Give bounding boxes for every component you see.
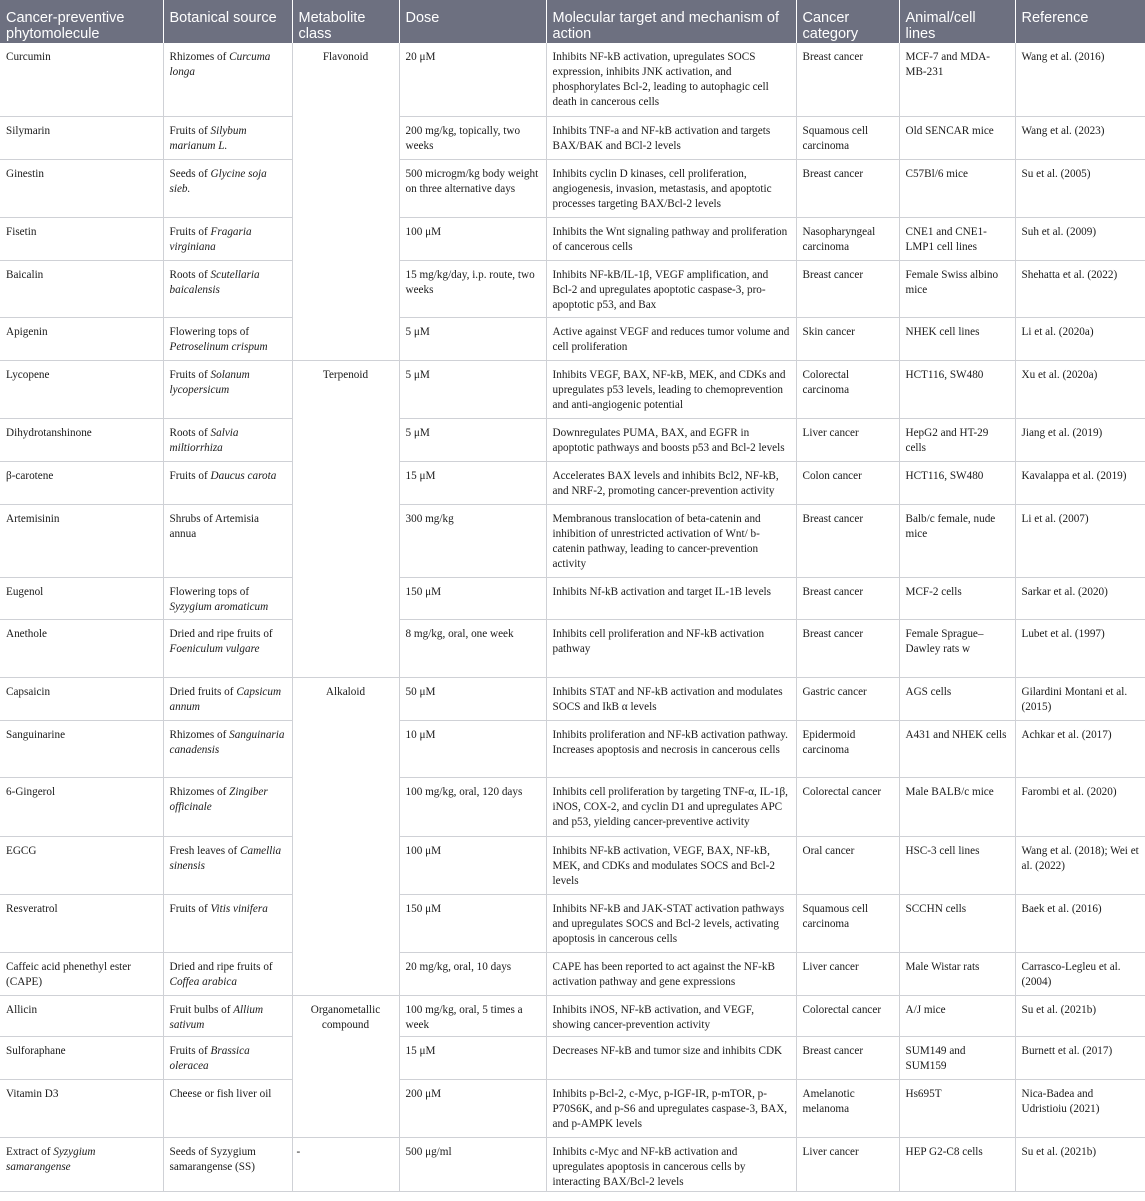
cell-cancer-category: Skin cancer <box>796 317 899 360</box>
cell-cell-lines: Female Sprague–Dawley rats w <box>899 619 1015 677</box>
cell-mechanism: Inhibits VEGF, BAX, NF-kB, MEK, and CDKs and upregulates p53 levels, leading to chemoprevention and anti-angiogenic potential <box>546 360 796 418</box>
cell-cell-lines: HEP G2-C8 cells <box>899 1137 1015 1191</box>
cell-phytomolecule: Dihydrotanshinone <box>0 418 163 461</box>
cell-cell-lines: Male BALB/c mice <box>899 777 1015 836</box>
cell-cell-lines: C57Bl/6 mice <box>899 159 1015 217</box>
table-row <box>0 159 1145 217</box>
cell-phytomolecule: Sanguinarine <box>0 720 163 777</box>
header-cancer-category: Cancer category <box>796 0 899 43</box>
cell-dose: 15 mg/kg/day, i.p. route, two weeks <box>399 260 546 317</box>
table-row <box>0 1137 1145 1191</box>
cell-mechanism: CAPE has been reported to act against the NF-kB activation pathway and gene expressions <box>546 952 796 995</box>
cell-cell-lines: HCT116, SW480 <box>899 360 1015 418</box>
cell-phytomolecule: EGCG <box>0 836 163 894</box>
cell-cell-lines: MCF-7 and MDA-MB-231 <box>899 43 1015 116</box>
cell-dose: 5 μM <box>399 418 546 461</box>
cell-cancer-category: Liver cancer <box>796 1137 899 1191</box>
cell-reference: Farombi et al. (2020) <box>1015 777 1145 836</box>
cell-dose: 5 μM <box>399 360 546 418</box>
cell-dose: 5 μM <box>399 317 546 360</box>
cell-reference: Li et al. (2007) <box>1015 504 1145 577</box>
cell-dose: 150 μM <box>399 577 546 619</box>
table-row <box>0 1036 1145 1079</box>
cell-cancer-category: Oral cancer <box>796 836 899 894</box>
cell-cancer-category: Breast cancer <box>796 1036 899 1079</box>
cell-reference: Suh et al. (2009) <box>1015 217 1145 260</box>
cell-dose: 150 μM <box>399 894 546 952</box>
cell-cell-lines: Hs695T <box>899 1079 1015 1137</box>
cell-reference: Jiang et al. (2019) <box>1015 418 1145 461</box>
cell-dose: 300 mg/kg <box>399 504 546 577</box>
cell-dose: 100 mg/kg, oral, 120 days <box>399 777 546 836</box>
cell-mechanism: Accelerates BAX levels and inhibits Bcl2, NF-kB, and NRF-2, promoting cancer-prevention activity <box>546 461 796 504</box>
table-row <box>0 360 1145 418</box>
cell-cancer-category: Colorectal carcinoma <box>796 360 899 418</box>
cell-mechanism: Inhibits cell proliferation and NF-kB activation pathway <box>546 619 796 677</box>
cell-cancer-category: Breast cancer <box>796 504 899 577</box>
cell-phytomolecule: Caffeic acid phenethyl ester (CAPE) <box>0 952 163 995</box>
cell-botanical-source: Fruit bulbs of Allium sativum <box>163 995 292 1036</box>
cell-reference: Burnett et al. (2017) <box>1015 1036 1145 1079</box>
cell-mechanism: Active against VEGF and reduces tumor volume and cell proliferation <box>546 317 796 360</box>
cell-botanical-source: Fruits of Silybum marianum L. <box>163 116 292 159</box>
cell-cancer-category: Squamous cell carcinoma <box>796 116 899 159</box>
table-row <box>0 836 1145 894</box>
cell-phytomolecule: Curcumin <box>6 51 51 63</box>
cell-dose: 20 μM <box>399 43 546 116</box>
cell-cancer-category: Colorectal cancer <box>796 995 899 1036</box>
cell-mechanism: Inhibits p-Bcl-2, c-Myc, p-IGF-IR, p-mTOR, p-P70S6K, and p-S6 and upregulates caspase-3, BAX, and p-AMPK levels <box>546 1079 796 1137</box>
cell-reference: Gilardini Montani et al. (2015) <box>1015 677 1145 720</box>
cell-dose: 200 μM <box>399 1079 546 1137</box>
cell-cancer-category: Nasopharyngeal carcinoma <box>796 217 899 260</box>
table-row <box>0 720 1145 777</box>
table-row <box>0 43 1145 116</box>
cell-mechanism: Inhibits NF-kB activation, upregulates SOCS expression, inhibits JNK activation, and phosphorylates Bcl-2, leading to autophagic cell death in cancerous cells <box>546 43 796 116</box>
table-row <box>0 577 1145 619</box>
cell-cancer-category: Amelanotic melanoma <box>796 1079 899 1137</box>
cell-phytomolecule: Lycopene <box>0 360 163 418</box>
cell-dose: 8 mg/kg, oral, one week <box>399 619 546 677</box>
cell-botanical-source: Roots of Scutellaria baicalensis <box>163 260 292 317</box>
header-metabolite-class: Metabolite class <box>292 0 399 43</box>
cell-reference: Nica-Badea and Udristioiu (2021) <box>1015 1079 1145 1137</box>
cell-reference: Wang et al. (2016) <box>1015 43 1145 116</box>
table-row <box>0 619 1145 677</box>
cell-phytomolecule: Eugenol <box>0 577 163 619</box>
cell-reference: Su et al. (2005) <box>1015 159 1145 217</box>
cell-mechanism: Inhibits NF-kB/IL-1β, VEGF amplification, and Bcl-2 and upregulates apoptotic caspase-3, pro-apoptotic p53, and Bax <box>546 260 796 317</box>
cell-dose: 200 mg/kg, topically, two weeks <box>399 116 546 159</box>
cell-botanical-source: Flowering tops of Petroselinum crispum <box>163 317 292 360</box>
cell-cell-lines: Old SENCAR mice <box>899 116 1015 159</box>
cell-cell-lines: HepG2 and HT-29 cells <box>899 418 1015 461</box>
cell-cancer-category: Breast cancer <box>796 577 899 619</box>
cell-mechanism: Inhibits NF-kB activation, VEGF, BAX, NF-kB, MEK, and CDKs and modulates SOCS and Bcl-2 levels <box>546 836 796 894</box>
cell-mechanism: Inhibits cell proliferation by targeting TNF-α, IL-1β, iNOS, COX-2, and cyclin D1 and upregulates APC and p53, yielding cancer-preventive activity <box>546 777 796 836</box>
cell-botanical-source: Fruits of Daucus carota <box>163 461 292 504</box>
cell-mechanism: Inhibits cyclin D kinases, cell proliferation, angiogenesis, invasion, metastasis, and apoptotic processes targeting BAX/Bcl-2 levels <box>546 159 796 217</box>
cell-metabolite-class: Alkaloid <box>292 677 399 995</box>
cell-dose: 100 μM <box>399 217 546 260</box>
cell-reference: Shehatta et al. (2022) <box>1015 260 1145 317</box>
cell-botanical-source: Shrubs of Artemisia annua <box>163 504 292 577</box>
cell-dose: 20 mg/kg, oral, 10 days <box>399 952 546 995</box>
cell-cancer-category: Breast cancer <box>796 43 899 116</box>
cell-botanical-source: Rhizomes of Curcuma longa <box>163 43 292 116</box>
cell-mechanism: Decreases NF-kB and tumor size and inhibits CDK <box>546 1036 796 1079</box>
cell-mechanism: Inhibits iNOS, NF-kB activation, and VEGF, showing cancer-prevention activity <box>546 995 796 1036</box>
cell-phytomolecule: Artemisinin <box>0 504 163 577</box>
cell-cell-lines: A/J mice <box>899 995 1015 1036</box>
cell-cancer-category: Breast cancer <box>796 619 899 677</box>
cell-dose: 100 μM <box>399 836 546 894</box>
cell-botanical-source: Fresh leaves of Camellia sinensis <box>163 836 292 894</box>
cell-reference: Wang et al. (2018); Wei et al. (2022) <box>1015 836 1145 894</box>
header-dose: Dose <box>399 0 546 43</box>
cell-mechanism: Inhibits STAT and NF-kB activation and modulates SOCS and IkB α levels <box>546 677 796 720</box>
cell-mechanism: Inhibits TNF-a and NF-kB activation and targets BAX/BAK and BCl-2 levels <box>546 116 796 159</box>
cell-metabolite-class: Terpenoid <box>292 360 399 677</box>
table-row <box>0 677 1145 720</box>
table-row <box>0 995 1145 1036</box>
cell-phytomolecule: Extract of Syzygium samarangense <box>0 1137 163 1191</box>
cell-cell-lines: A431 and NHEK cells <box>899 720 1015 777</box>
cell-reference: Xu et al. (2020a) <box>1015 360 1145 418</box>
cell-cancer-category: Gastric cancer <box>796 677 899 720</box>
table-row <box>0 777 1145 836</box>
cell-mechanism: Inhibits proliferation and NF-kB activation pathway. Increases apoptosis and necrosis in cancerous cells <box>546 720 796 777</box>
cell-phytomolecule: Silymarin <box>0 116 163 159</box>
header-botanical-source: Botanical source <box>163 0 292 43</box>
cell-phytomolecule: Anethole <box>0 619 163 677</box>
cell-cell-lines: HCT116, SW480 <box>899 461 1015 504</box>
cell-cancer-category: Breast cancer <box>796 159 899 217</box>
cell-reference: Lubet et al. (1997) <box>1015 619 1145 677</box>
header-reference: Reference <box>1015 0 1145 43</box>
cell-botanical-source: Dried fruits of Capsicum annum <box>163 677 292 720</box>
cell-mechanism: Inhibits Nf-kB activation and target IL-1B levels <box>546 577 796 619</box>
table-row <box>0 260 1145 317</box>
cell-botanical-source: Fruits of Brassica oleracea <box>163 1036 292 1079</box>
cell-phytomolecule: Allicin <box>0 995 163 1036</box>
table-row <box>0 504 1145 577</box>
table-row <box>0 952 1145 995</box>
cell-cancer-category: Colorectal cancer <box>796 777 899 836</box>
cell-reference: Su et al. (2021b) <box>1015 995 1145 1036</box>
cell-cancer-category: Liver cancer <box>796 952 899 995</box>
table-row <box>0 217 1145 260</box>
cell-botanical-source: Seeds of Syzygium samarangense (SS) <box>163 1137 292 1191</box>
cell-cell-lines: AGS cells <box>899 677 1015 720</box>
cell-reference: Su et al. (2021b) <box>1015 1137 1145 1191</box>
cell-reference: Li et al. (2020a) <box>1015 317 1145 360</box>
cell-dose: 15 μM <box>399 461 546 504</box>
cell-cancer-category: Epidermoid carcinoma <box>796 720 899 777</box>
cell-botanical-source: Dried and ripe fruits of Foeniculum vulgare <box>163 619 292 677</box>
cell-reference: Sarkar et al. (2020) <box>1015 577 1145 619</box>
table-row <box>0 116 1145 159</box>
header-cell-lines: Animal/cell lines <box>899 0 1015 43</box>
cell-phytomolecule: Vitamin D3 <box>0 1079 163 1137</box>
cell-cancer-category: Squamous cell carcinoma <box>796 894 899 952</box>
cell-cell-lines: NHEK cell lines <box>899 317 1015 360</box>
table-row <box>0 317 1145 360</box>
cell-reference: Wang et al. (2023) <box>1015 116 1145 159</box>
cell-phytomolecule: Resveratrol <box>0 894 163 952</box>
cell-cell-lines: Balb/c female, nude mice <box>899 504 1015 577</box>
cell-metabolite-class: Organometallic compound <box>292 995 399 1137</box>
cell-phytomolecule: Sulforaphane <box>0 1036 163 1079</box>
cell-cancer-category: Liver cancer <box>796 418 899 461</box>
cell-cell-lines: MCF-2 cells <box>899 577 1015 619</box>
cell-phytomolecule: β-carotene <box>0 461 163 504</box>
cell-botanical-source: Flowering tops of Syzygium aromaticum <box>163 577 292 619</box>
cell-phytomolecule: Ginestin <box>0 159 163 217</box>
cell-reference: Kavalappa et al. (2019) <box>1015 461 1145 504</box>
header-mechanism: Molecular target and mechanism of action <box>546 0 796 43</box>
cell-botanical-source: Fruits of Fragaria virginiana <box>163 217 292 260</box>
cell-phytomolecule: Apigenin <box>0 317 163 360</box>
cell-phytomolecule: Baicalin <box>0 260 163 317</box>
header-row <box>0 0 1145 43</box>
cell-dose: 100 mg/kg, oral, 5 times a week <box>399 995 546 1036</box>
cell-reference: Achkar et al. (2017) <box>1015 720 1145 777</box>
cell-dose: 500 μg/ml <box>399 1137 546 1191</box>
cell-cell-lines: CNE1 and CNE1-LMP1 cell lines <box>899 217 1015 260</box>
cell-botanical-source: Fruits of Vitis vinifera <box>163 894 292 952</box>
cell-cell-lines: SUM149 and SUM159 <box>899 1036 1015 1079</box>
header-phytomolecule: Cancer-preventive phytomolecule <box>0 0 163 43</box>
cell-botanical-source: Seeds of Glycine soja sieb. <box>163 159 292 217</box>
table-row <box>0 894 1145 952</box>
cell-botanical-source: Roots of Salvia miltiorrhiza <box>163 418 292 461</box>
cell-botanical-source: Rhizomes of Sanguinaria canadensis <box>163 720 292 777</box>
table-row <box>0 418 1145 461</box>
cell-dose: 15 μM <box>399 1036 546 1079</box>
table-row <box>0 461 1145 504</box>
cell-cell-lines: Female Swiss albino mice <box>899 260 1015 317</box>
cell-botanical-source: Cheese or fish liver oil <box>163 1079 292 1137</box>
cell-mechanism: Inhibits the Wnt signaling pathway and proliferation of cancerous cells <box>546 217 796 260</box>
cell-mechanism: Downregulates PUMA, BAX, and EGFR in apoptotic pathways and boosts p53 and Bcl-2 levels <box>546 418 796 461</box>
cell-mechanism: Inhibits c-Myc and NF-kB activation and upregulates apoptosis in cancerous cells by interacting BAX/Bcl-2 levels <box>546 1137 796 1191</box>
cell-phytomolecule: Fisetin <box>0 217 163 260</box>
cell-metabolite-class: Flavonoid <box>292 43 399 360</box>
cell-mechanism: Inhibits NF-kB and JAK-STAT activation pathways and upregulates SOCS and Bcl-2 levels, activating apoptosis in cancerous cells <box>546 894 796 952</box>
cell-reference: Baek et al. (2016) <box>1015 894 1145 952</box>
cell-botanical-source: Fruits of Solanum lycopersicum <box>163 360 292 418</box>
cell-metabolite-class: - <box>292 1137 399 1191</box>
cell-mechanism: Membranous translocation of beta-catenin and inhibition of unrestricted activation of Wnt/ b-catenin pathway, leading to cancer-prevention activity <box>546 504 796 577</box>
cell-dose: 50 μM <box>399 677 546 720</box>
cell-botanical-source: Rhizomes of Zingiber officinale <box>163 777 292 836</box>
cell-cancer-category: Colon cancer <box>796 461 899 504</box>
cell-cancer-category: Breast cancer <box>796 260 899 317</box>
cell-phytomolecule: Capsaicin <box>0 677 163 720</box>
cell-cell-lines: Male Wistar rats <box>899 952 1015 995</box>
table-row <box>0 1079 1145 1137</box>
cell-phytomolecule: 6-Gingerol <box>0 777 163 836</box>
cell-cell-lines: HSC-3 cell lines <box>899 836 1015 894</box>
cell-cell-lines: SCCHN cells <box>899 894 1015 952</box>
cell-reference: Carrasco-Legleu et al. (2004) <box>1015 952 1145 995</box>
cell-dose: 10 μM <box>399 720 546 777</box>
cell-dose: 500 microgm/kg body weight on three alternative days <box>399 159 546 217</box>
cell-botanical-source: Dried and ripe fruits of Coffea arabica <box>163 952 292 995</box>
